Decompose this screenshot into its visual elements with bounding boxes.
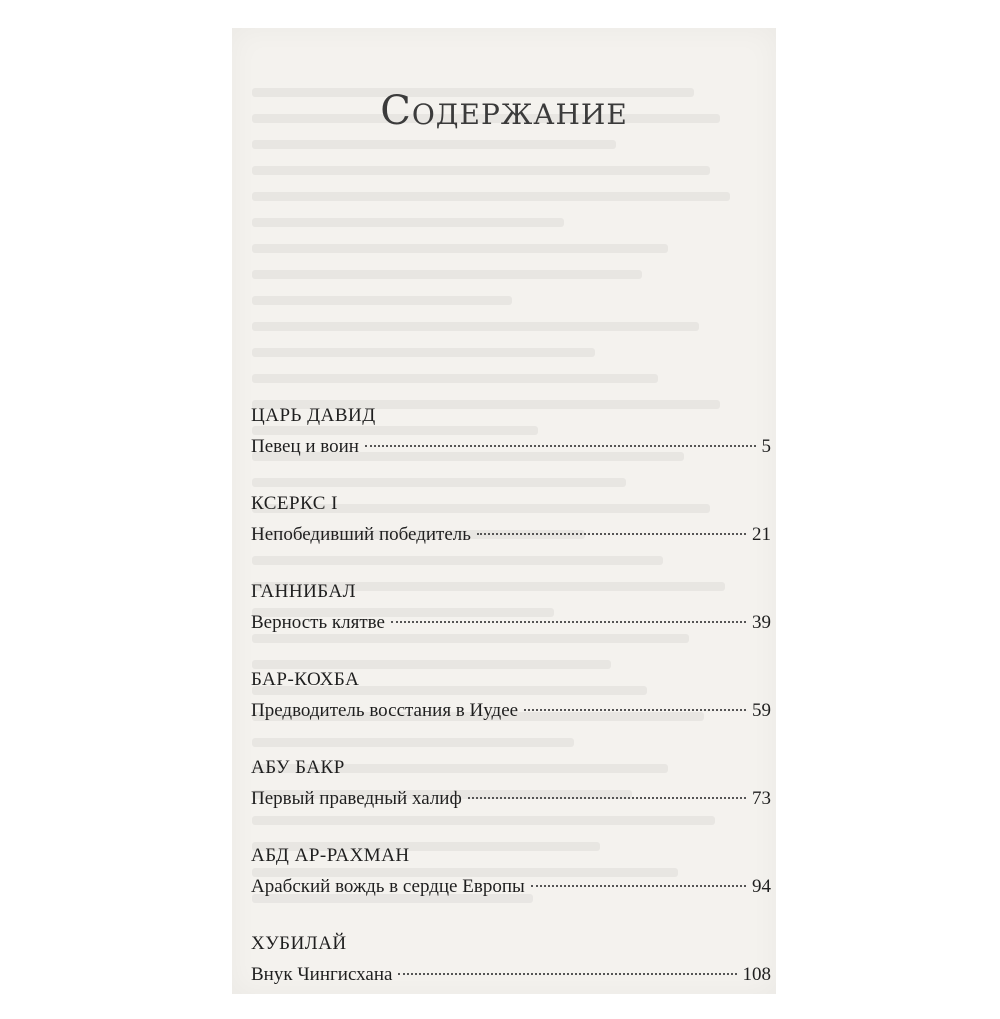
toc-entry-line	[251, 519, 771, 551]
dot-leader	[524, 709, 746, 711]
toc-entry-heading: АБУ БАКР	[251, 757, 345, 778]
toc-entry-subtitle: Непобедивший победитель	[251, 524, 471, 545]
toc-entry[interactable]	[251, 755, 771, 843]
page-title: Содержание	[380, 88, 628, 134]
toc-entry-page-number: 73	[752, 788, 771, 809]
toc-entry-heading: АБД АР-РАХМАН	[251, 845, 410, 866]
dot-leader	[365, 445, 756, 447]
toc-entry-subtitle: Первый праведный халиф	[251, 788, 462, 809]
toc-entry[interactable]	[251, 931, 771, 1019]
toc-entry-heading: КСЕРКС I	[251, 493, 338, 514]
dot-leader	[477, 533, 746, 535]
book-page	[232, 28, 776, 994]
toc-entry-subtitle: Внук Чингисхана	[251, 964, 393, 985]
dot-leader	[391, 621, 746, 623]
table-of-contents	[251, 403, 771, 1019]
dot-leader	[531, 885, 746, 887]
toc-entry-line	[251, 871, 771, 903]
toc-entry-page-number: 39	[752, 612, 771, 633]
toc-entry-line	[251, 695, 771, 727]
toc-entry-heading: ЦАРЬ ДАВИД	[251, 405, 376, 426]
toc-entry[interactable]	[251, 403, 771, 491]
toc-entry[interactable]	[251, 579, 771, 667]
dot-leader	[398, 973, 736, 975]
toc-entry-page-number: 108	[742, 964, 771, 985]
toc-entry-heading: БАР-КОХБА	[251, 669, 360, 690]
toc-entry-page-number: 59	[752, 700, 771, 721]
dot-leader	[468, 797, 746, 799]
toc-entry-line	[251, 959, 771, 991]
toc-entry-subtitle: Арабский вождь в сердце Европы	[251, 876, 525, 897]
toc-entry-heading: ГАННИБАЛ	[251, 581, 357, 602]
toc-entry-page-number: 21	[752, 524, 771, 545]
toc-entry[interactable]	[251, 667, 771, 755]
toc-entry-page-number: 5	[761, 436, 771, 457]
toc-entry[interactable]	[251, 491, 771, 579]
toc-entry-page-number: 94	[752, 876, 771, 897]
toc-entry-subtitle: Верность клятве	[251, 612, 385, 633]
toc-entry[interactable]	[251, 843, 771, 931]
toc-entry-subtitle: Предводитель восстания в Иудее	[251, 700, 519, 721]
toc-entry-line	[251, 431, 771, 463]
toc-entry-line	[251, 783, 771, 815]
toc-entry-line	[251, 607, 771, 639]
toc-entry-heading: ХУБИЛАЙ	[251, 933, 347, 954]
toc-entry-subtitle: Певец и воин	[251, 436, 359, 457]
